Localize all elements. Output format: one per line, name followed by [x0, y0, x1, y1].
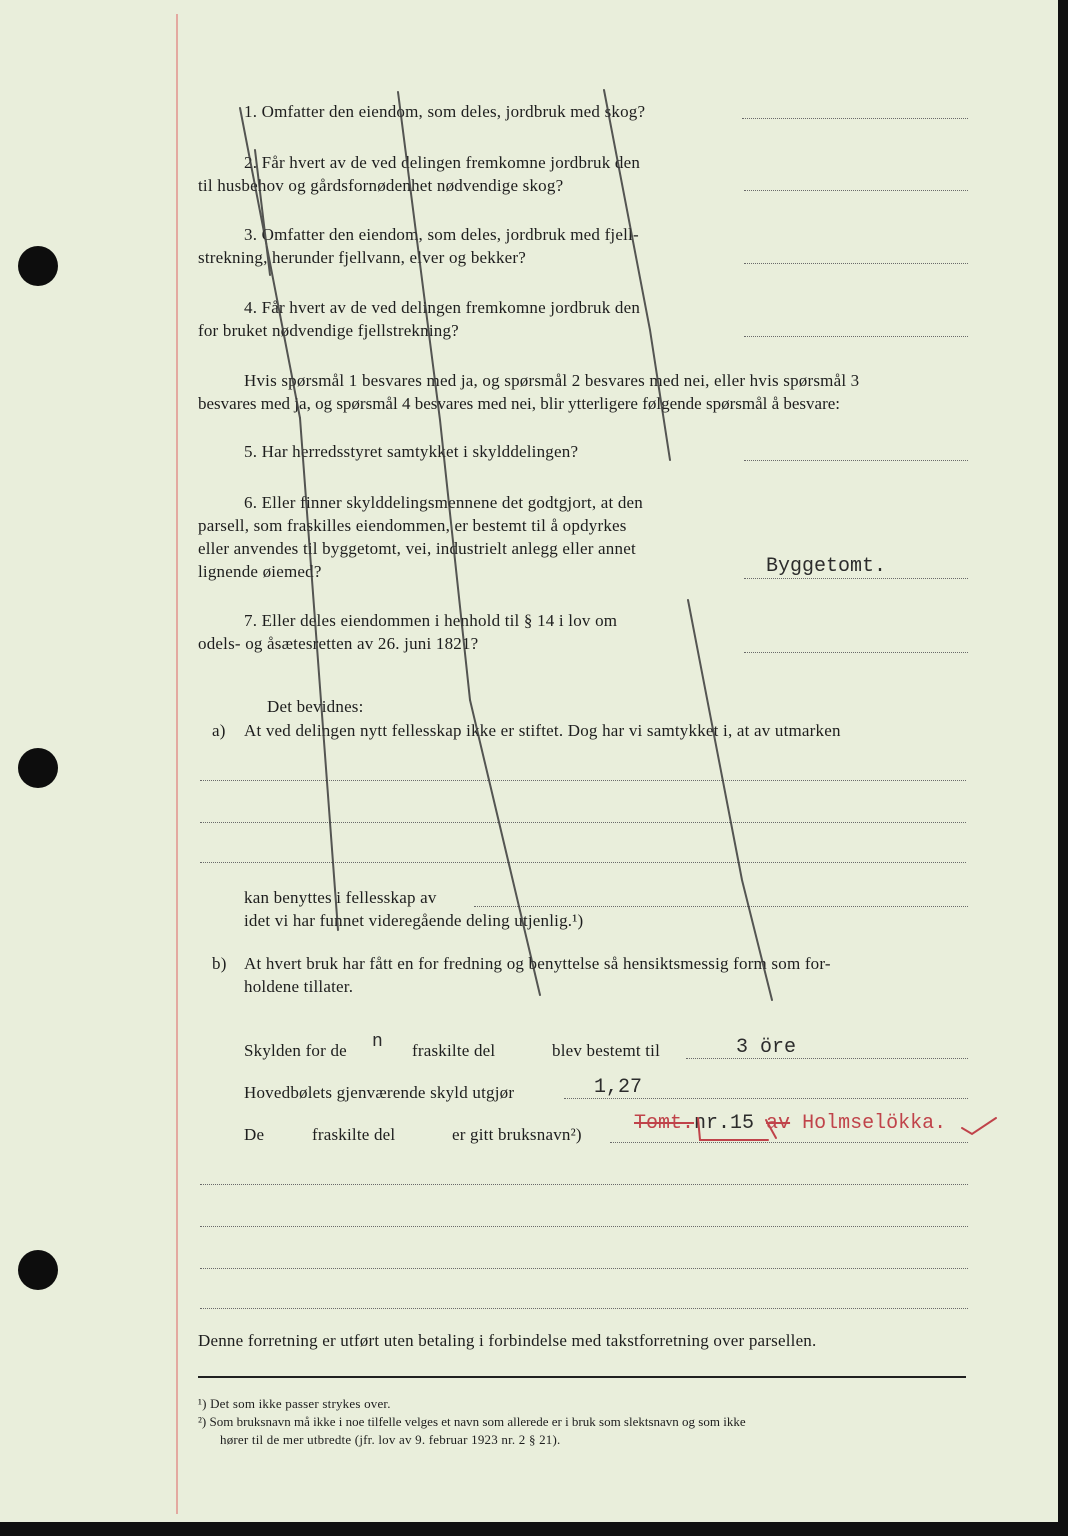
attest-b-line-2: holdene tillater.	[244, 977, 354, 996]
condition-line-1: Hvis spørsmål 1 besvares med ja, og spørsmål 2 besvares med nei, eller hvis spørsmål 3	[244, 371, 860, 390]
footnote-2-line-2: hører til de mer utbredte (jfr. lov av 9. februar 1923 nr. 2 § 21).	[220, 1432, 561, 1447]
bruksnavn-struck-1: Tomt.	[634, 1112, 695, 1135]
question-6-line-3: eller anvendes til byggetomt, vei, industrielt anlegg eller annet	[198, 539, 636, 558]
bruksnavn-label-a: De	[244, 1125, 265, 1144]
footnote-1: ¹) Det som ikke passer strykes over.	[198, 1396, 391, 1411]
question-6-line-1: 6. Eller finner skylddelingsmennene det godtgjort, at den	[244, 493, 643, 512]
skyld-label-b: fraskilte del	[412, 1041, 496, 1060]
question-4-line-1: 4. Får hvert av de ved delingen fremkomne jordbruk den	[244, 298, 641, 317]
attest-a-line-1: At ved delingen nytt fellesskap ikke er stiftet. Dog har vi samtykket i, at av utmarken	[244, 721, 841, 740]
question-6-line-4: lignende øiemed?	[198, 562, 322, 581]
attest-b-marker: b)	[212, 954, 227, 973]
question-5: 5. Har herredsstyret samtykket i skylddelingen?	[244, 442, 579, 461]
attest-a-marker: a)	[212, 721, 226, 740]
question-1: 1. Omfatter den eiendom, som deles, jordbruk med skog?	[244, 102, 646, 121]
bruksnavn-struck-2: av	[766, 1112, 791, 1135]
footnote-2-line-1: ²) Som bruksnavn må ikke i noe tilfelle velges et navn som allerede er i bruk som slektsnavn og som ikke	[198, 1414, 746, 1429]
bruksnavn-kept-1: nr.15	[694, 1112, 755, 1135]
skyld-value-handwritten: 3 öre	[736, 1036, 797, 1059]
condition-line-2: besvares med ja, og spørsmål 4 besvares med nei, blir ytterligere følgende spørsmål å besvare:	[198, 394, 841, 413]
bruksnavn-label-c: er gitt bruksnavn²)	[452, 1125, 582, 1144]
question-6-line-2: parsell, som fraskilles eiendommen, er bestemt til å opdyrkes	[198, 516, 627, 535]
skyld-suffix-handwritten: n	[372, 1032, 383, 1052]
attest-a-line-2: kan benyttes i fellesskap av	[244, 888, 437, 907]
skyld-label: Skylden for de	[244, 1041, 347, 1060]
question-7-line-1: 7. Eller deles eiendommen i henhold til § 14 i lov om	[244, 611, 618, 630]
closing-statement: Denne forretning er utført uten betaling i forbindelse med takstforretning over parsellen.	[198, 1331, 817, 1350]
skyld-label-c: blev bestemt til	[552, 1041, 661, 1060]
attest-b-line-1: At hvert bruk har fått en for fredning og benyttelse så hensiktsmessig form som for-	[244, 954, 831, 973]
attest-a-line-3: idet vi har funnet videregående deling utjenlig.¹)	[244, 911, 584, 930]
answer-6-handwritten: Byggetomt.	[766, 555, 887, 578]
hovedbol-value-handwritten: 1,27	[594, 1076, 643, 1099]
question-4-line-2: for bruket nødvendige fjellstrekning?	[198, 321, 459, 340]
bruksnavn-label-b: fraskilte del	[312, 1125, 396, 1144]
question-7-line-2: odels- og åsætesretten av 26. juni 1821?	[198, 634, 479, 653]
question-2-line-1: 2. Får hvert av de ved delingen fremkomne jordbruk den	[244, 153, 641, 172]
bruksnavn-kept-2: Holmselökka.	[802, 1112, 947, 1135]
attest-heading: Det bevidnes:	[267, 697, 364, 716]
question-2-line-2: til husbehov og gårdsfornødenhet nødvendige skog?	[198, 176, 564, 195]
question-3-line-1: 3. Omfatter den eiendom, som deles, jordbruk med fjell-	[244, 225, 639, 244]
hovedbol-label: Hovedbølets gjenværende skyld utgjør	[244, 1083, 515, 1102]
question-3-line-2: strekning, herunder fjellvann, elver og bekker?	[198, 248, 527, 267]
